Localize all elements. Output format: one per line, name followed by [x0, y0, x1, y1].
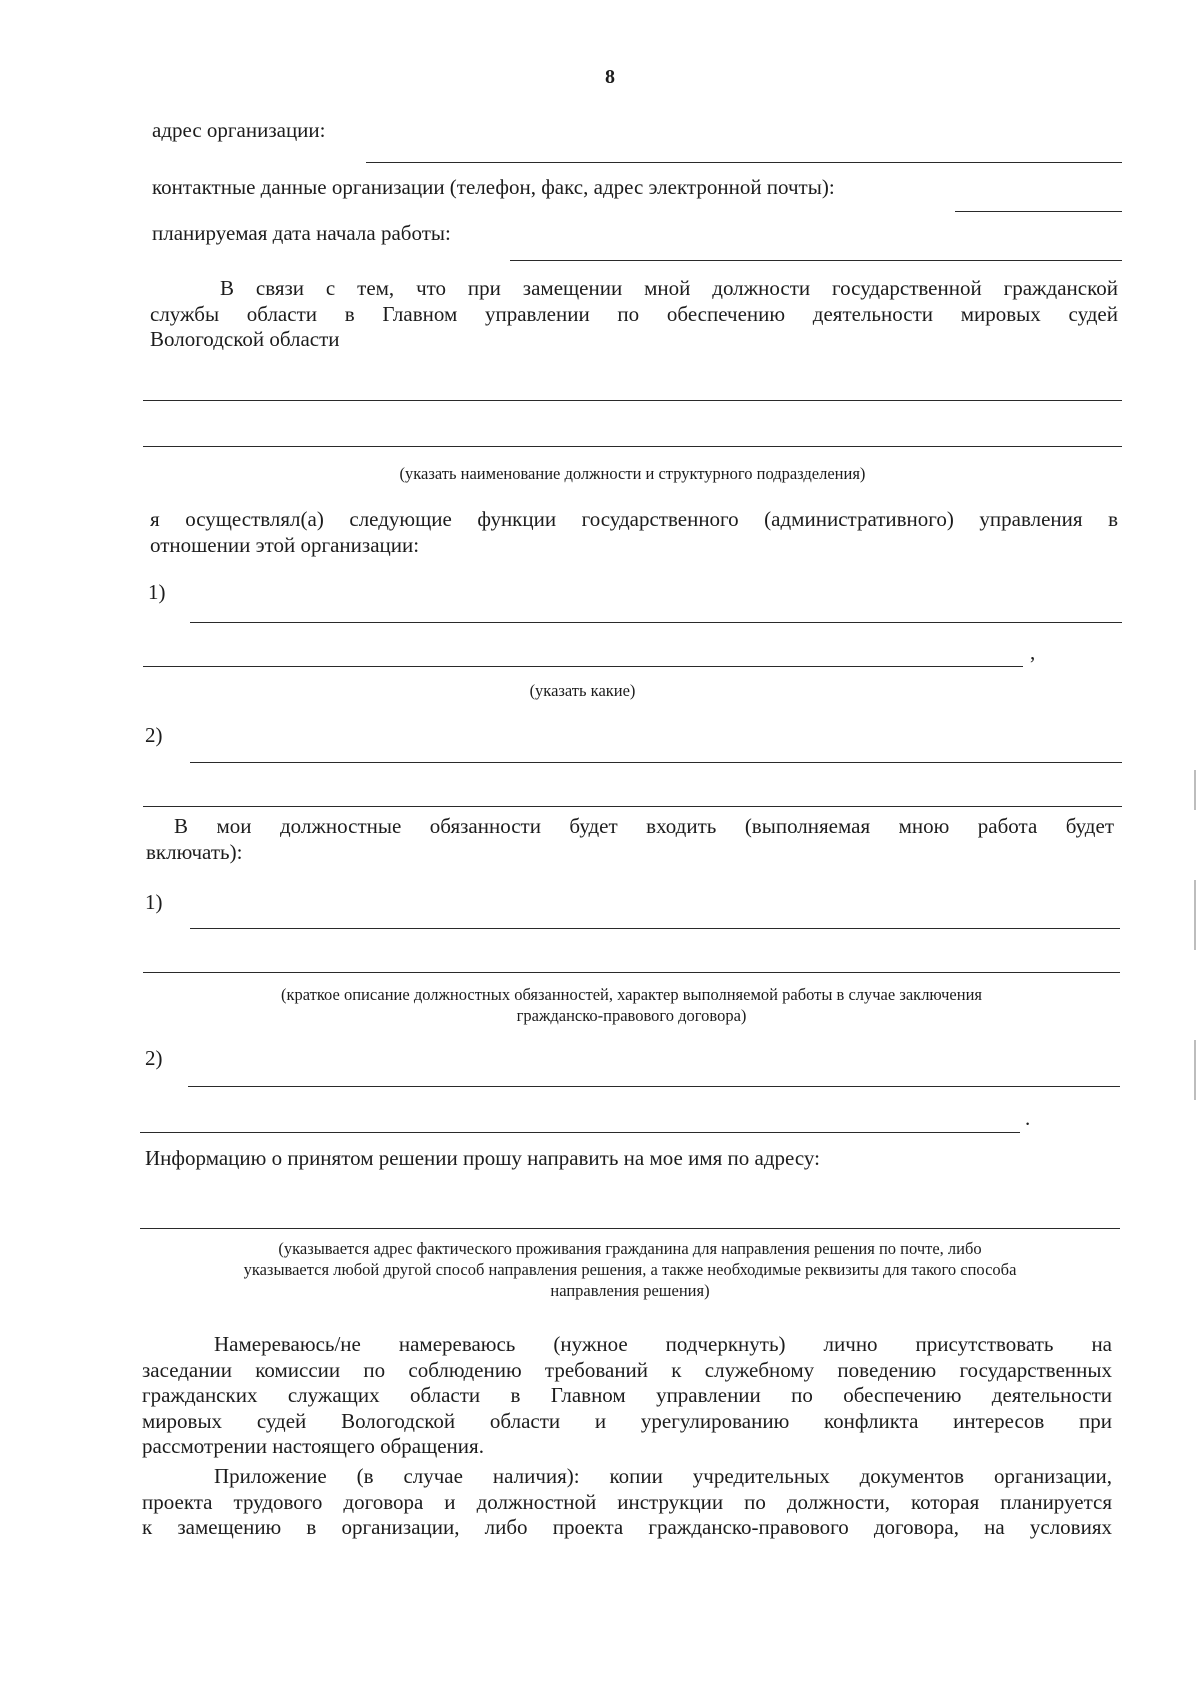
- scan-edge-mark: [1194, 770, 1196, 810]
- attendance-line-2: заседании комиссии по соблюдению требований к служебному поведению государственных: [142, 1357, 1112, 1382]
- functions-item-1-line-cont[interactable]: [143, 666, 1023, 667]
- org-contacts-label: контактные данные организации (телефон, факс, адрес электронной почты):: [152, 175, 835, 199]
- duties-item-1-line-cont[interactable]: [143, 972, 1120, 973]
- functions-line-2: отношении этой организации:: [150, 532, 420, 557]
- functions-item-2-line-cont[interactable]: [143, 806, 1122, 807]
- decision-label: Информацию о принятом решении прошу направить на мое имя по адресу:: [145, 1146, 820, 1170]
- functions-comma: ,: [1030, 640, 1036, 664]
- attendance-line-4: мировых судей Вологодской области и урегулированию конфликта интересов при: [142, 1408, 1112, 1433]
- address-caption-line-1: (указывается адрес фактического проживания гражданина для направления решения по почте, либо: [278, 1239, 982, 1258]
- address-caption-line-2: указывается любой другой способ направления решения, а также необходимые реквизиты для такого способа: [243, 1260, 1017, 1279]
- intro-line-1: В связи с тем, что при замещении мной должности государственной гражданской: [220, 276, 1118, 300]
- start-date-label: планируемая дата начала работы:: [152, 221, 451, 245]
- org-address-label: адрес организации:: [152, 118, 326, 142]
- attendance-line-1: Намереваюсь/не намереваюсь (нужное подчеркнуть) лично присутствовать на: [214, 1332, 1112, 1356]
- attendance-paragraph: [142, 1332, 1112, 1460]
- duties-paragraph: [146, 814, 1114, 865]
- functions-item-2-line[interactable]: [190, 762, 1122, 763]
- duties-item-2-line-cont[interactable]: [140, 1132, 1020, 1133]
- functions-paragraph: [150, 507, 1118, 558]
- address-caption-line-3: направления решения): [550, 1281, 710, 1300]
- intro-line-3: Вологодской области: [150, 327, 340, 351]
- duties-period: .: [1025, 1106, 1031, 1130]
- functions-item-2-number: 2): [145, 723, 163, 747]
- functions-caption: (указать какие): [529, 681, 636, 700]
- attendance-line-5: рассмотрении настоящего обращения.: [142, 1434, 484, 1458]
- duties-item-1-line[interactable]: [190, 928, 1120, 929]
- intro-paragraph: [150, 276, 1118, 353]
- functions-item-1-line[interactable]: [190, 622, 1122, 623]
- appendix-line-2: проекта трудового договора и должностной инструкции по должности, которая планируется: [142, 1489, 1112, 1514]
- scan-edge-mark: [1194, 880, 1196, 950]
- appendix-paragraph: [142, 1464, 1112, 1541]
- functions-line-1: я осуществлял(а) следующие функции государственного (административного) управления в: [150, 507, 1118, 531]
- duties-line-1: В мои должностные обязанности будет входить (выполняемая мною работа будет: [174, 814, 1114, 838]
- page-number: 8: [605, 66, 615, 88]
- duties-caption-line-2: гражданско-правового договора): [516, 1006, 747, 1025]
- duties-item-2-line[interactable]: [188, 1086, 1120, 1087]
- appendix-line-1: Приложение (в случае наличия): копии учредительных документов организации,: [214, 1464, 1112, 1488]
- functions-item-1-number: 1): [148, 580, 166, 604]
- duties-line-2: включать):: [146, 839, 243, 864]
- attendance-line-3: гражданских служащих области в Главном управлении по обеспечению деятельности: [142, 1383, 1112, 1407]
- appendix-line-3: к замещению в организации, либо проекта гражданско-правового договора, на условиях: [142, 1515, 1112, 1539]
- address-caption: [140, 1238, 1120, 1301]
- duties-item-1-number: 1): [145, 890, 163, 914]
- duties-caption-line-1: (краткое описание должностных обязанностей, характер выполняемой работы в случае заключения: [281, 985, 982, 1004]
- org-address-line[interactable]: [366, 162, 1122, 163]
- decision-address-line[interactable]: [140, 1228, 1120, 1229]
- position-line-2[interactable]: [143, 446, 1122, 447]
- org-contacts-line[interactable]: [955, 211, 1122, 212]
- intro-line-2: службы области в Главном управлении по обеспечению деятельности мировых судей: [150, 301, 1118, 326]
- scan-edge-mark: [1194, 1040, 1196, 1100]
- start-date-line[interactable]: [510, 260, 1122, 261]
- duties-item-2-number: 2): [145, 1046, 163, 1070]
- position-caption: (указать наименование должности и структурного подразделения): [399, 464, 866, 483]
- position-line-1[interactable]: [143, 400, 1122, 401]
- duties-caption: [143, 984, 1120, 1026]
